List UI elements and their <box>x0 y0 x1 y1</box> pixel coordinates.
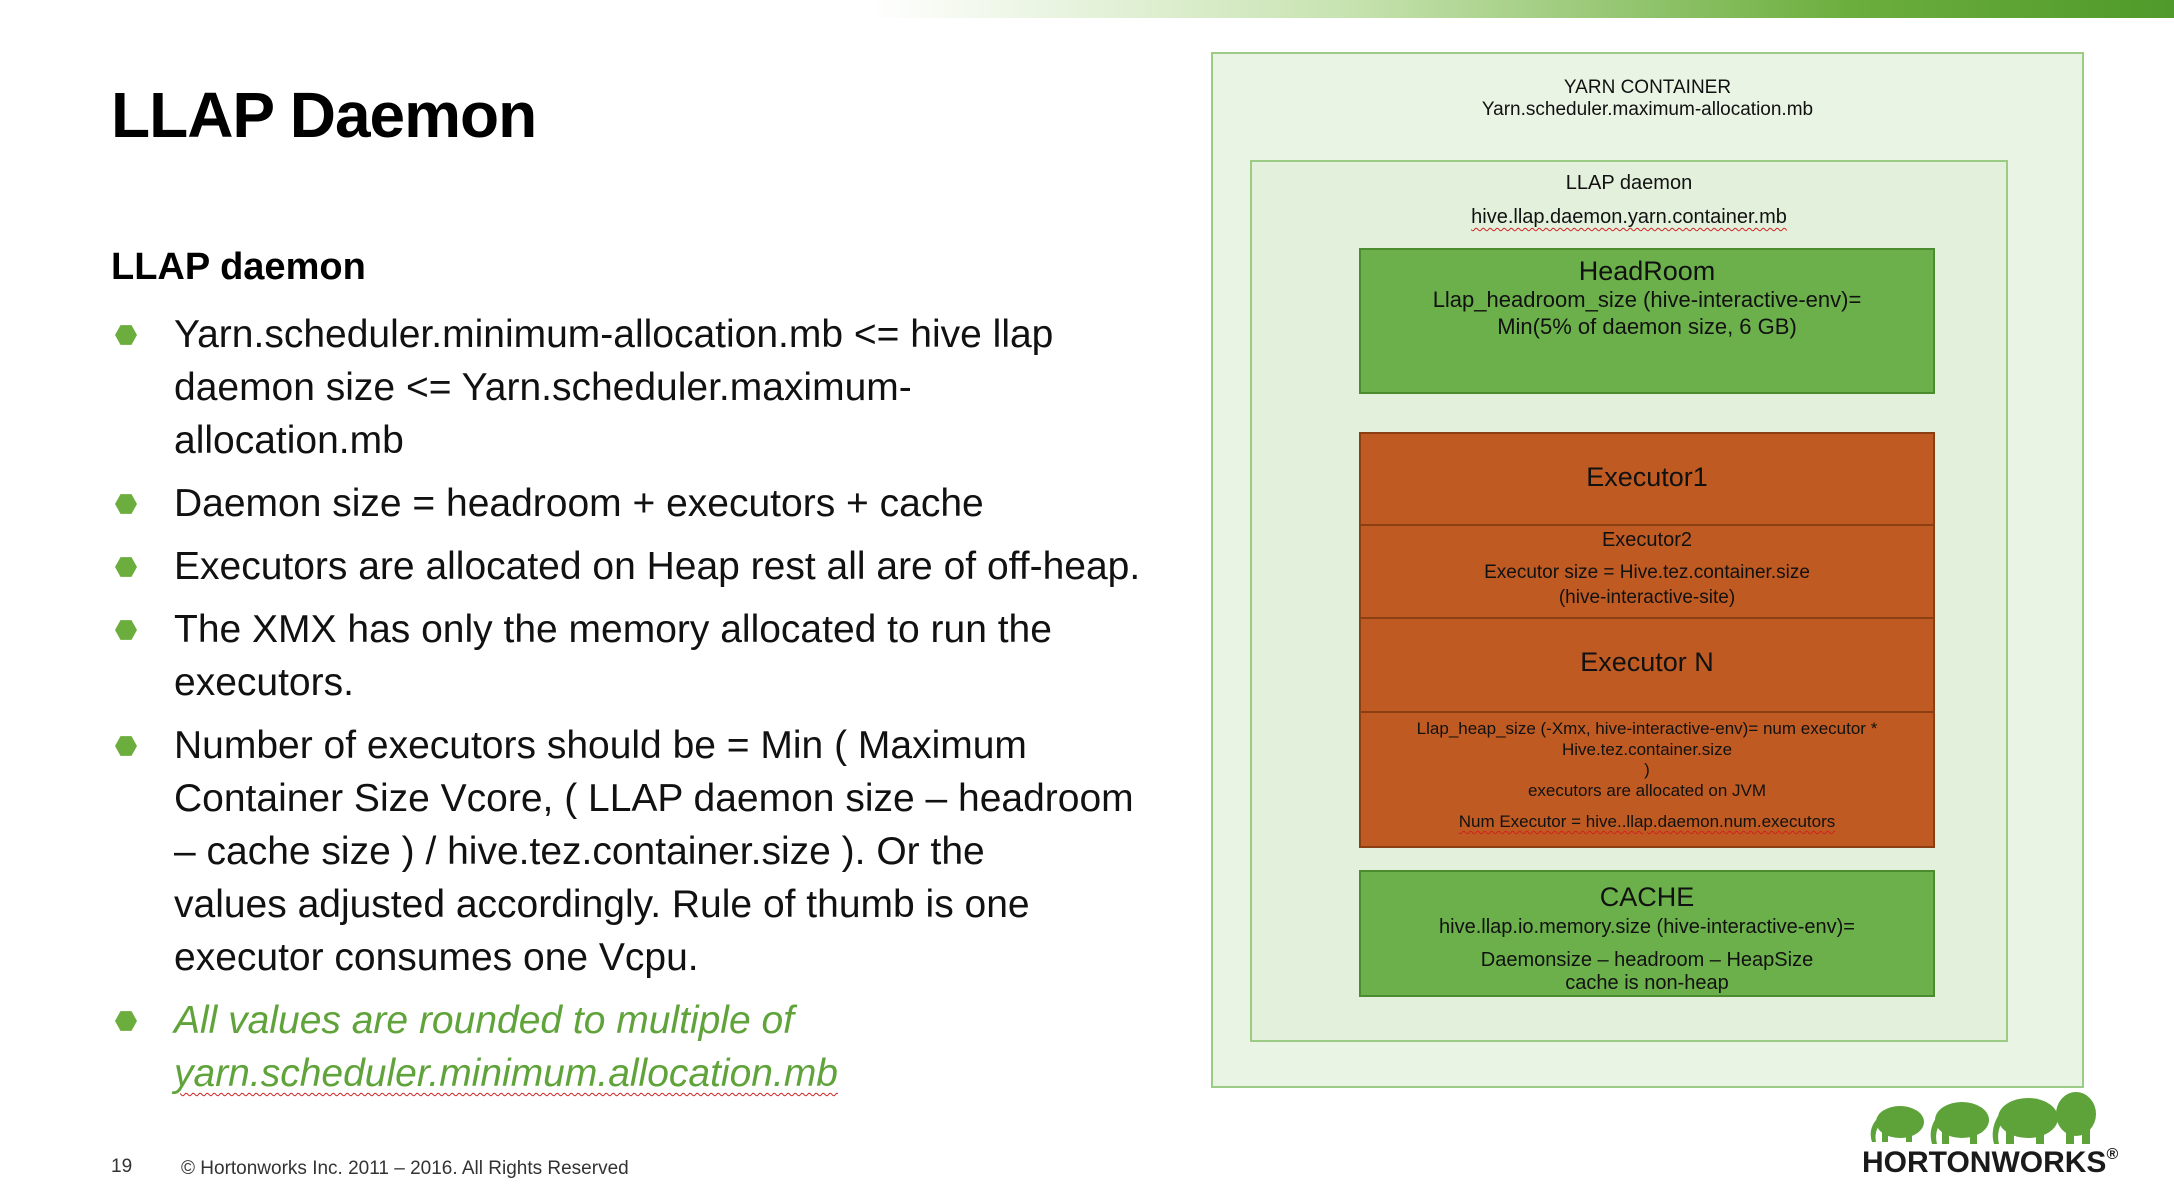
cache-title: CACHE <box>1599 882 1695 912</box>
bullet-item <box>111 477 1141 530</box>
bullet-hexagon-icon <box>115 1010 137 1032</box>
bullet-item <box>111 603 1141 709</box>
bullet-line: Number of executors should be = Min ( Maximum <box>174 724 1027 767</box>
bullet-hexagon-icon <box>115 556 137 578</box>
bullet-line: allocation.mb <box>174 419 404 462</box>
bullet-line: – cache size ) / hive.tez.container.size ). Or the <box>174 830 985 873</box>
llap-daemon-title: LLAP daemon <box>1565 172 1693 194</box>
executor-divider <box>1361 524 1933 526</box>
heap-size-line: Llap_heap_size (-Xmx, hive-interactive-env)= num executor * <box>1416 719 1878 738</box>
executor-size-line: (hive-interactive-site) <box>1558 587 1736 608</box>
headroom-line: Min(5% of daemon size, 6 GB) <box>1497 314 1797 339</box>
cache-line: cache is non-heap <box>1565 972 1729 994</box>
bullet-hexagon-icon <box>115 324 137 346</box>
bullet-line: daemon size <= Yarn.scheduler.maximum- <box>174 366 912 409</box>
bullet-line: Daemon size = headroom + executors + cache <box>174 482 984 525</box>
bullet-line: Yarn.scheduler.minimum-allocation.mb <= hive llap <box>174 313 1054 356</box>
bullet-item <box>111 994 1141 1100</box>
headroom-line: Llap_headroom_size (hive-interactive-env)= <box>1432 287 1862 312</box>
bullet-hexagon-icon <box>115 619 137 641</box>
heap-size-line: Hive.tez.container.size <box>1561 740 1733 759</box>
slide-title: LLAP Daemon <box>111 79 537 151</box>
page-number: 19 <box>111 1156 133 1177</box>
yarn-container-subtitle: Yarn.scheduler.maximum-allocation.mb <box>1481 99 1814 120</box>
bullet-item <box>111 719 1141 984</box>
cache-line: Daemonsize – headroom – HeapSize <box>1480 949 1814 971</box>
yarn-container-title: YARN CONTAINER <box>1563 77 1732 98</box>
registered-mark: ® <box>2106 1146 2119 1163</box>
section-heading: LLAP daemon <box>111 246 366 288</box>
executor2-label: Executor2 <box>1601 529 1693 551</box>
executor-size-line: Executor size = Hive.tez.container.size <box>1484 562 1810 583</box>
headroom-title: HeadRoom <box>1578 256 1716 286</box>
bullet-list <box>111 308 1141 1110</box>
top-accent-bar <box>0 0 2174 18</box>
bullet-item <box>111 540 1141 593</box>
executor-divider <box>1361 711 1933 713</box>
bullet-line: Executors are allocated on Heap rest all are of off-heap. <box>174 545 1141 588</box>
copyright-text: © Hortonworks Inc. 2011 – 2016. All Rights Reserved <box>181 1158 629 1179</box>
bullet-line: executors. <box>174 661 354 704</box>
executor-n-label: Executor N <box>1580 647 1714 677</box>
bullet-line: values adjusted accordingly. Rule of thumb is one <box>174 883 1030 926</box>
bullet-hexagon-icon <box>115 493 137 515</box>
bullet-line: yarn.scheduler.minimum.allocation.mb <box>174 1052 838 1095</box>
heap-size-line: executors are allocated on JVM <box>1527 781 1767 800</box>
num-executor-line: Num Executor = hive..llap.daemon.num.executors <box>1458 812 1836 831</box>
bullet-hexagon-icon <box>115 735 137 757</box>
executor1-label: Executor1 <box>1586 462 1708 492</box>
bullet-line: All values are rounded to multiple of <box>174 999 795 1042</box>
brand-name: HORTONWORKS <box>1862 1146 2107 1179</box>
heap-size-line: ) <box>1644 760 1650 779</box>
brand-logo-text <box>1862 1146 2119 1180</box>
executor-divider <box>1361 617 1933 619</box>
llap-daemon-subtitle: hive.llap.daemon.yarn.container.mb <box>1471 206 1787 228</box>
cache-line: hive.llap.io.memory.size (hive-interactive-env)= <box>1439 916 1855 938</box>
bullet-line: The XMX has only the memory allocated to run the <box>174 608 1052 651</box>
bullet-item <box>111 308 1141 467</box>
bullet-line: Container Size Vcore, ( LLAP daemon size – headroom <box>174 777 1134 820</box>
bullet-line: executor consumes one Vcpu. <box>174 936 699 979</box>
